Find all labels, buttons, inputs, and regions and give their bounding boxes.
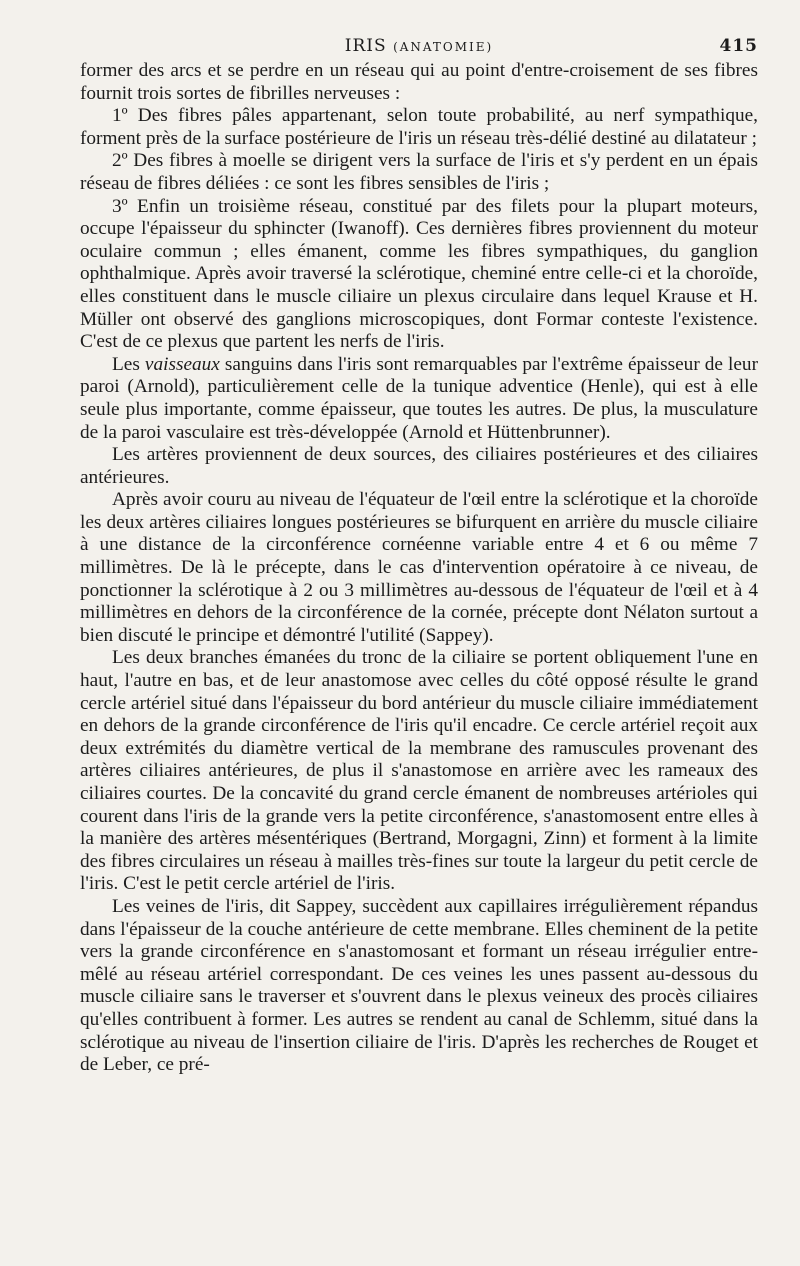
body-text [80, 60, 758, 1077]
running-title-subject: (ANATOMIE) [393, 40, 494, 54]
paragraph: Après avoir couru au niveau de l'équateur de l'œil entre la sclérotique et la choroïde les deux artères ciliaires longues postérieures se bifurquent en arrière du muscle ciliaire à une distance de la circonférence cornéenne variable entre 4 et 6 ou même 7 millimètres. De là le précepte, dans le cas d'intervention opératoire à ce niveau, de ponctionner la sclérotique à 2 ou 3 millimètres au-dessous de l'équateur de l'œil et à 4 millimètres en dehors de la circonférence de la cornée, précepte dont Nélaton surtout a bien discuté le principe et démontré l'utilité (Sappey). [80, 489, 758, 646]
vessels-lead: Les [112, 353, 140, 375]
paragraph: Les veines de l'iris, dit Sappey, succèdent aux capillaires irrégulièrement répandus dans l'épaisseur de la couche antérieure de cette membrane. Elles cheminent de la petite vers la grande circonférence en s'anastomosant et formant un réseau irrégulier entre-mêlé au réseau artériel correspondant. De ces veines les unes passent au-dessous du muscle ciliaire sans le traverser et s'ouvrent dans le plexus veineux des procès ciliaires qu'elles contribuent à former. Les autres se rendent au canal de Schlemm, situé dans la sclérotique au niveau de l'insertion ciliaire de l'iris. D'après les recherches de Rouget et de Leber, ce pré- [80, 895, 758, 1076]
page-number: 415 [719, 36, 758, 56]
paragraph: 3º Enfin un troisième réseau, constitué par des filets pour la plupart moteurs, occupe l'épaisseur du sphincter (Iwanoff). Ces dernières fibres proviennent du moteur oculaire commun ; elles émanent, comme les fibres sympathiques, du ganglion ophthalmique. Après avoir traversé la sclérotique, cheminé entre celle-ci et la choroïde, elles constituent dans le muscle ciliaire un plexus circulaire dans lequel Krause et H. Müller ont observé des ganglions microscopiques, dont Formar conteste l'existence. C'est de ce plexus que partent les nerfs de l'iris. [80, 195, 758, 353]
vessels-text: sanguins dans l'iris sont remarquables par l'extrême épaisseur de leur paroi (Arnold), particulièrement celle de la tunique adventice (Henle), qui est à elle seule plus importante, comme épaisseur, que toutes les autres. De plus, la musculature de la paroi vasculaire est très-développée (Arnold et Hüttenbrunner). [80, 353, 758, 443]
running-header [80, 30, 758, 60]
paragraph-vessels [80, 354, 758, 444]
paragraph: 1º Des fibres pâles appartenant, selon toute probabilité, au nerf sympathique, forment près de la surface postérieure de l'iris un réseau très-délié destiné au dilatateur ; [80, 105, 758, 149]
paragraph: Les artères proviennent de deux sources, des ciliaires postérieures et des ciliaires antérieures. [80, 444, 758, 488]
paragraph: former des arcs et se perdre en un réseau qui au point d'entre-croisement de ses fibres fournit trois sortes de fibrilles nerveuses : [80, 60, 758, 104]
running-title [80, 36, 758, 56]
running-title-main: IRIS [344, 36, 387, 56]
paragraph: 2º Des fibres à moelle se dirigent vers la surface de l'iris et s'y perdent en un épais réseau de fibres déliées : ce sont les fibres sensibles de l'iris ; [80, 150, 758, 194]
vessels-term: vaisseaux [144, 353, 220, 375]
paragraph: Les deux branches émanées du tronc de la ciliaire se portent obliquement l'une en haut, l'autre en bas, et de leur anastomose avec celles du côté opposé résulte le grand cercle artériel situé dans l'épaisseur du bord antérieur du muscle ciliaire immédiatement en dehors de la grande circonférence de l'iris qu'il encadre. Ce cercle artériel reçoit aux deux extrémités du diamètre vertical de la membrane des ramuscules provenant des artères ciliaires antérieures, de plus il s'anastomose en arrière avec les rameaux des ciliaires courtes. De la concavité du grand cercle émanent de nombreuses artérioles qui courent dans l'iris de la grande vers la petite circonférence, s'anastomosent entre elles à la manière des artères mésentériques (Bertrand, Morgagni, Zinn) et forment à la limite des fibres circulaires un réseau à mailles très-fines sur toute la largeur du petit cercle de l'iris. C'est le petit cercle artériel de l'iris. [80, 647, 758, 895]
